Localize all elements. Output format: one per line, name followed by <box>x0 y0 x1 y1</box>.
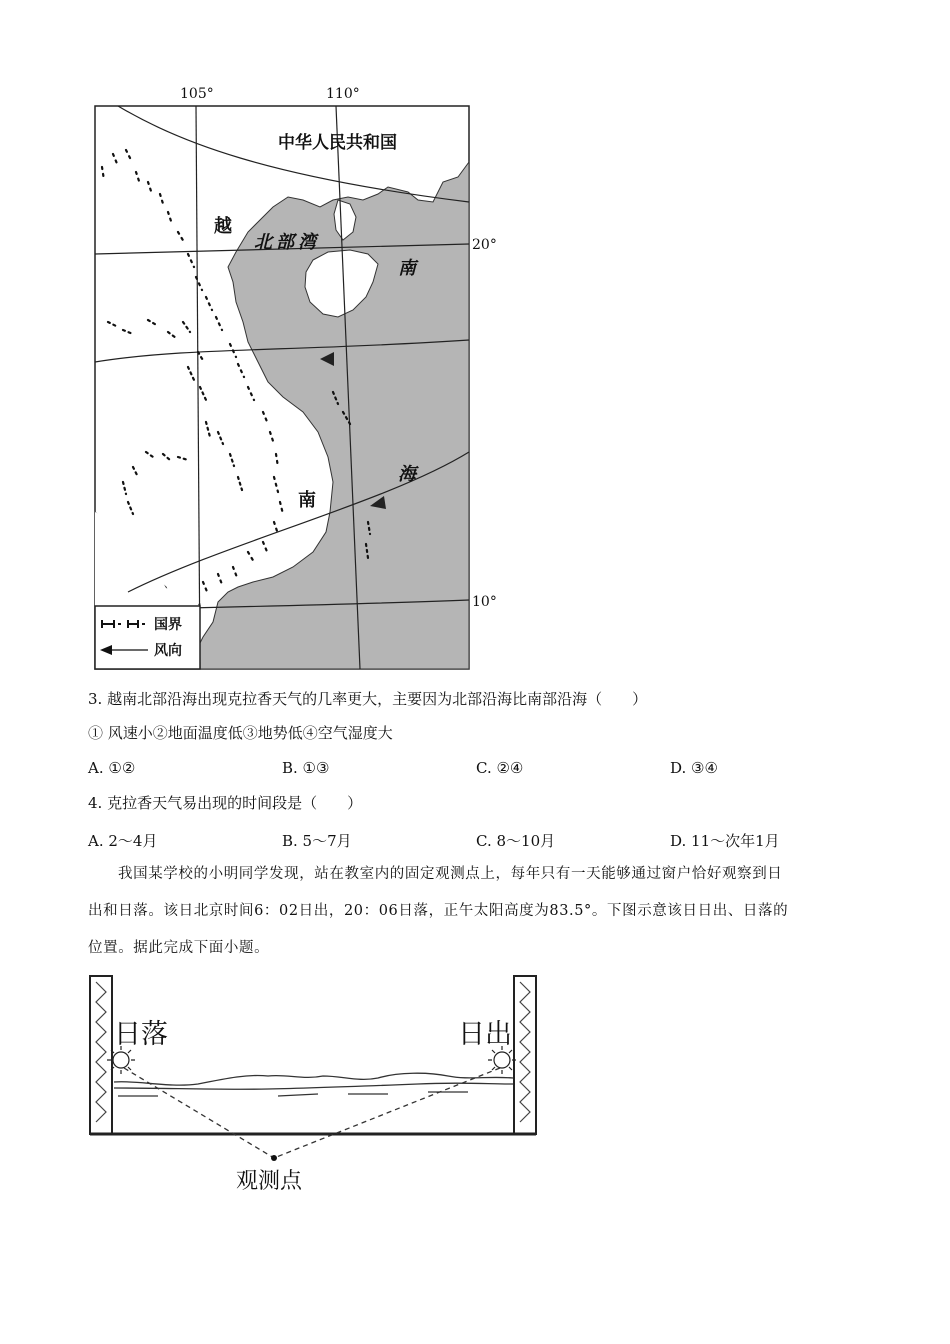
vietnam-wind-map <box>88 82 508 677</box>
q4-option-c[interactable]: C. 8～10月 <box>476 832 556 850</box>
lat-label-20: 20° <box>472 237 497 253</box>
q3-option-c[interactable]: C. ②④ <box>476 759 524 777</box>
lat-label-10: 10° <box>472 594 497 610</box>
country-label-vietnam-1: 越 <box>214 216 232 237</box>
legend-box <box>95 606 200 669</box>
sunrise-label: 日出 <box>458 1019 512 1050</box>
passage-line-2: 出和日落。该日北京时间6：02日出，20：06日落，正午太阳高度为83.5°。下图示意该日日出、日落的 <box>88 903 789 919</box>
window-figure <box>88 972 538 1202</box>
q3-option-a[interactable]: A. ①② <box>88 759 136 777</box>
lon-label-110: 110° <box>326 86 360 102</box>
observer-point <box>271 1155 277 1161</box>
legend-border-label: 国界 <box>154 617 182 633</box>
right-window-frame <box>514 976 536 1134</box>
q3-option-d[interactable]: D. ③④ <box>670 759 718 777</box>
sunrise-sunset-window-diagram <box>88 972 538 1202</box>
left-window-frame <box>90 976 112 1134</box>
gulf-label: 北部湾 <box>254 232 320 253</box>
passage-line-3: 位置。据此完成下面小题。 <box>88 940 270 956</box>
q4-option-a[interactable]: A. 2～4月 <box>88 832 158 850</box>
legend-wind-label: 风向 <box>154 643 182 659</box>
lon-label-105: 105° <box>180 86 214 102</box>
q3-option-b[interactable]: B. ①③ <box>282 759 330 777</box>
country-label-vietnam-2: 南 <box>298 490 316 511</box>
q4-option-b[interactable]: B. 5～7月 <box>282 832 352 850</box>
passage-line-1: 我国某学校的小明同学发现，站在教室内的固定观测点上，每年只有一天能够通过窗户恰好观察到日 <box>118 866 783 882</box>
question-3-statements: ① 风速小②地面温度低③地势低④空气湿度大 <box>88 724 393 742</box>
question-3-stem: 3. 越南北部沿海出现克拉香天气的几率更大，主要因为北部沿海比南部沿海（ ） <box>88 690 648 708</box>
q4-option-d[interactable]: D. 11～次年1月 <box>670 832 780 850</box>
sea-label-2: 海 <box>398 464 416 485</box>
sunset-label: 日落 <box>114 1019 168 1050</box>
question-4-stem: 4. 克拉香天气易出现的时间段是（ ） <box>88 794 363 812</box>
map-figure <box>88 82 508 677</box>
country-label-china: 中华人民共和国 <box>278 133 397 153</box>
sea-label-1: 南 <box>398 258 416 279</box>
observer-label: 观测点 <box>236 1169 303 1194</box>
